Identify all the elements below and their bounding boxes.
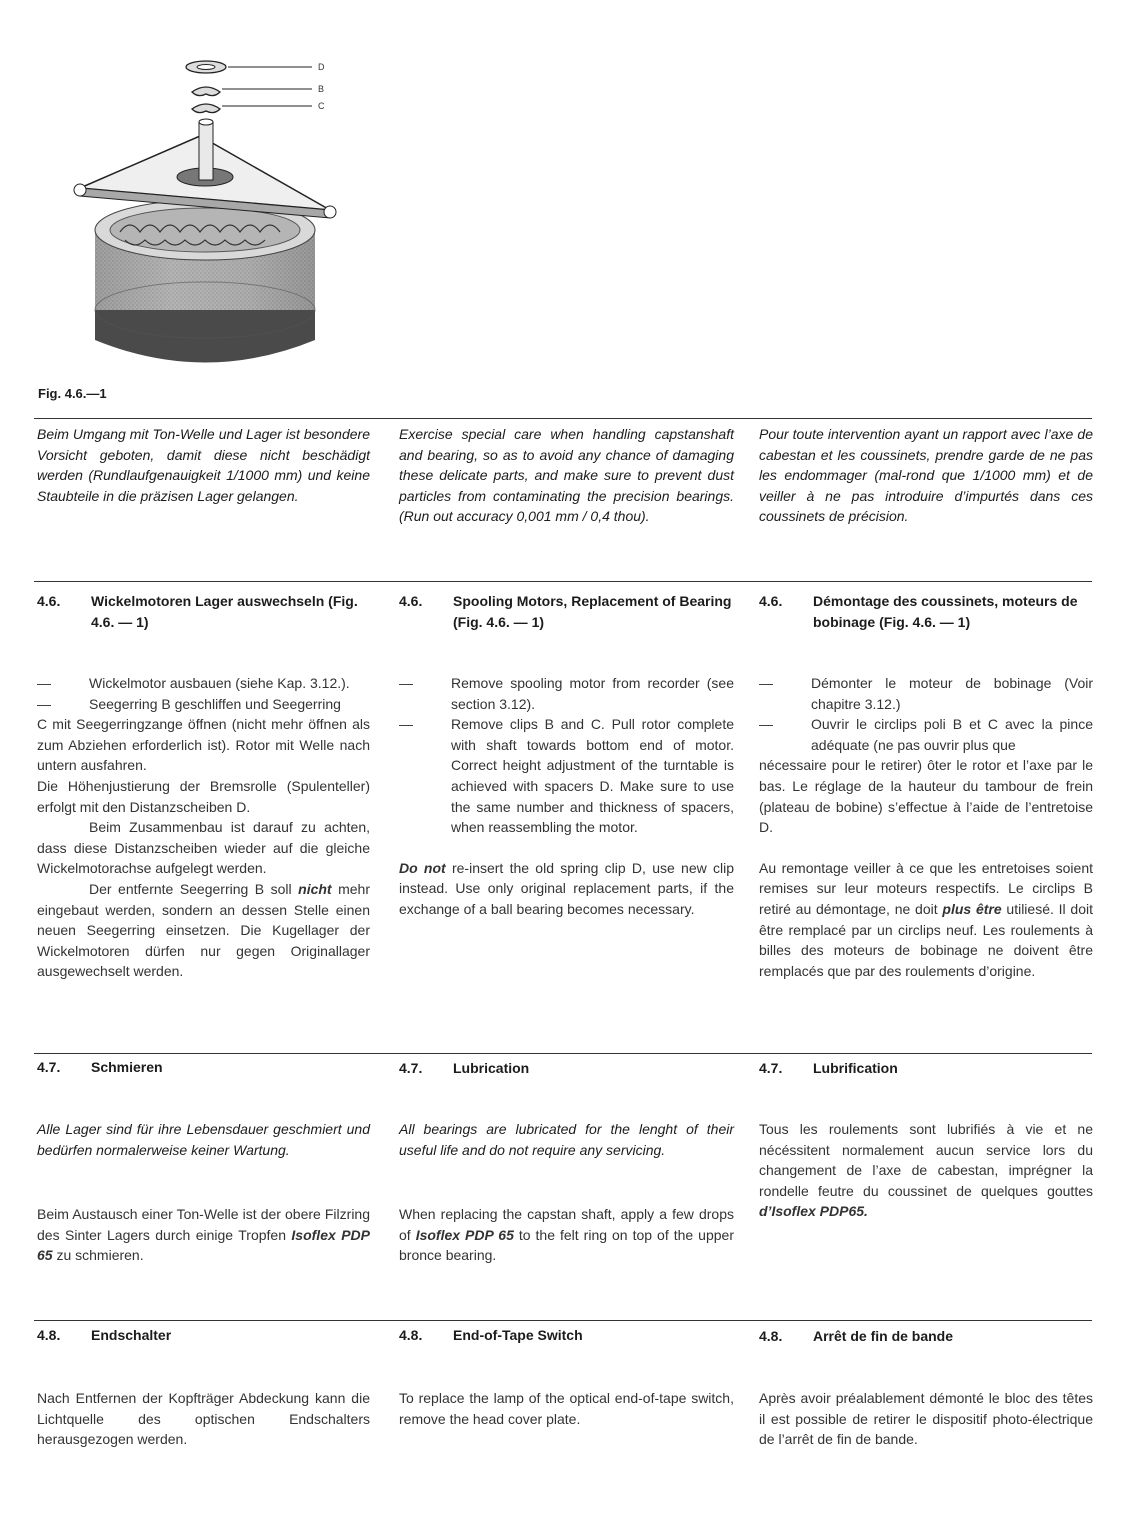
section-number: 4.8. bbox=[37, 1327, 61, 1343]
warning-note-de: Beim Umgang mit Ton-Welle und Lager ist besondere Vorsicht geboten, damit diese nicht beschädigt werden (Rundlaufgenauigkeit 1/1000 mm) und keine Staubteile in die präzisen Lager gelangen. bbox=[37, 426, 370, 504]
section-number: 4.7. bbox=[399, 1060, 423, 1076]
section-title: Lubrification bbox=[813, 1060, 898, 1076]
list-item: — Démonter le moteur de bobinage (Voir chapitre 3.12.) bbox=[759, 675, 1093, 712]
warning-note-fr: Pour toute intervention ayant un rapport avec l’axe de cabestan et les coussinets, prendre garde de ne pas les endommager (mal-rond que 1/1000 mm) et de veiller à ne pas introduire d’impurtés dans ces coussinets de précision. bbox=[759, 426, 1093, 525]
section-title: End-of-Tape Switch bbox=[453, 1327, 583, 1343]
divider bbox=[34, 1320, 1092, 1321]
section-title: Wickelmotoren Lager auswechseln (Fig. 4.6. — 1) bbox=[91, 593, 358, 630]
body-4-7-de: Beim Austausch einer Ton-Welle ist der obere Filzring des Sinter Lagers durch einige Tropfen Isoflex PDP 65 zu schmieren. bbox=[37, 1206, 370, 1264]
heading-4-7-en bbox=[399, 1058, 734, 1079]
heading-4-6-fr bbox=[759, 591, 1093, 632]
body-4-8-en: To replace the lamp of the optical end-of-tape switch, remove the head cover plate. bbox=[399, 1390, 734, 1427]
list-item: — Ouvrir le circlips poli B et C avec la pince adéquate (ne pas ouvrir plus que bbox=[759, 716, 1093, 753]
section-title: Schmieren bbox=[91, 1059, 163, 1075]
paragraph: C mit Seegerringzange öffnen (nicht mehr öffnen als zum Abziehen erforderlich ist). Rotor mit Welle nach untern ausfahren. bbox=[37, 716, 370, 774]
body-4-6-fr bbox=[759, 673, 1093, 981]
body-4-6-en bbox=[399, 673, 734, 920]
heading-4-6-de bbox=[37, 591, 370, 632]
paragraph: nécessaire pour le retirer) ôter le rotor et l’axe par le bas. Le réglage de la hauteur du tambour de frein (plateau de bobine) s’effectue à l’aide de l’entretoise D. bbox=[759, 757, 1093, 836]
section-number: 4.6. bbox=[759, 593, 783, 609]
section-title: Endschalter bbox=[91, 1327, 172, 1343]
paragraph: Au remontage veiller à ce que les entretoises soient remises sur leur moteurs respectifs. Le circlips B retiré au démontage, ne doit plus être utiliesé. Il doit être remplacé par un circlips neuf. Les roulements à billes des moteurs de bobinage ne doivent être remplacés que par des roulements d’origine. bbox=[759, 859, 1093, 979]
section-title: Spooling Motors, Replacement of Bearing (Fig. 4.6. — 1) bbox=[453, 593, 732, 630]
list-item: — Remove spooling motor from recorder (see section 3.12). bbox=[399, 675, 734, 712]
section-number: 4.7. bbox=[759, 1060, 783, 1076]
heading-4-7-fr bbox=[759, 1058, 1093, 1079]
paragraph: Beim Zusammenbau ist darauf zu achten, dass diese Distanzscheiben wieder auf die gleiche Wickelmotorachse aufgelegt werden. bbox=[37, 819, 370, 877]
divider bbox=[34, 1053, 1092, 1054]
figure-caption: Fig. 4.6.—1 bbox=[38, 386, 107, 401]
paragraph: Die Höhenjustierung der Bremsrolle (Spulenteller) erfolgt mit den Distanzscheiben D. bbox=[37, 777, 370, 815]
section-number: 4.8. bbox=[759, 1328, 783, 1344]
body-4-6-de bbox=[37, 673, 370, 982]
paragraph: Der entfernte Seegerring B soll nicht mehr eingebaut werden, sondern an dessen Stelle einen neuen Seegerring einsetzen. Die Kugellager der Wickelmotoren dürfen nur gegen Originallager ausgewechselt werden. bbox=[37, 880, 370, 980]
list-item: — Seegerring B geschliffen und Seegerring bbox=[37, 695, 341, 712]
label-c: C bbox=[318, 101, 325, 111]
section-number: 4.6. bbox=[37, 593, 61, 609]
label-b: B bbox=[318, 84, 325, 94]
section-number: 4.7. bbox=[37, 1059, 61, 1075]
heading-4-8-fr bbox=[759, 1326, 1093, 1347]
heading-4-8-en bbox=[399, 1325, 734, 1346]
heading-4-8-de bbox=[37, 1325, 370, 1346]
motor-exploded-figure bbox=[40, 40, 360, 380]
heading-4-6-en bbox=[399, 591, 734, 632]
body-4-8-fr: Après avoir préalablement démonté le bloc des têtes il est possible de retirer le dispositif photo-électrique de l’arrêt de fin de bande. bbox=[759, 1390, 1093, 1448]
section-number: 4.6. bbox=[399, 593, 423, 609]
heading-4-7-de bbox=[37, 1057, 370, 1078]
label-d: D bbox=[318, 62, 325, 72]
section-title: Démontage des coussinets, moteurs de bobinage (Fig. 4.6. — 1) bbox=[813, 593, 1078, 630]
section-number: 4.8. bbox=[399, 1327, 423, 1343]
body-4-7-en-note: All bearings are lubricated for the lenght of their useful life and do not require any servicing. bbox=[399, 1121, 734, 1158]
divider bbox=[34, 418, 1092, 419]
section-title: Arrêt de fin de bande bbox=[813, 1328, 954, 1344]
divider bbox=[34, 581, 1092, 582]
list-item: — Remove clips B and C. Pull rotor complete with shaft towards bottom end of motor. Correct height adjustment of the turntable is achieved with spacers D. Make sure to use the same number and thickness of spacers, when reassembling the motor. bbox=[399, 716, 734, 836]
paragraph: Do not re-insert the old spring clip D, use new clip instead. Use only original replacement parts, if the exchange of a ball bearing becomes necessary. bbox=[399, 859, 734, 917]
body-4-8-de: Nach Entfernen der Kopfträger Abdeckung kann die Lichtquelle des optischen Endschalters herausgezogen werden. bbox=[37, 1390, 370, 1448]
body-4-7-fr: Tous les roulements sont lubrifiés à vie et ne nécéssitent normalement aucun service lors du changement de l’axe de cabestan, imprégner la rondelle feutre du coussinet de quelques gouttes d’Isoflex PDP65. bbox=[759, 1121, 1093, 1220]
section-title: Lubrication bbox=[453, 1060, 530, 1076]
list-item: — Wickelmotor ausbauen (siehe Kap. 3.12.). bbox=[37, 675, 350, 691]
warning-note-en: Exercise special care when handling capstanshaft and bearing, so as to avoid any chance of damaging these delicate parts, and make sure to prevent dust particles from contaminating the precision bearings. (Run out accuracy 0,001 mm / 0,4 thou). bbox=[399, 426, 734, 525]
body-4-7-en: When replacing the capstan shaft, apply a few drops of Isoflex PDP 65 to the felt ring on top of the upper bronce bearing. bbox=[399, 1206, 734, 1264]
body-4-7-de-note: Alle Lager sind für ihre Lebensdauer geschmiert und bedürfen normalerweise keiner Wartung. bbox=[37, 1121, 370, 1158]
